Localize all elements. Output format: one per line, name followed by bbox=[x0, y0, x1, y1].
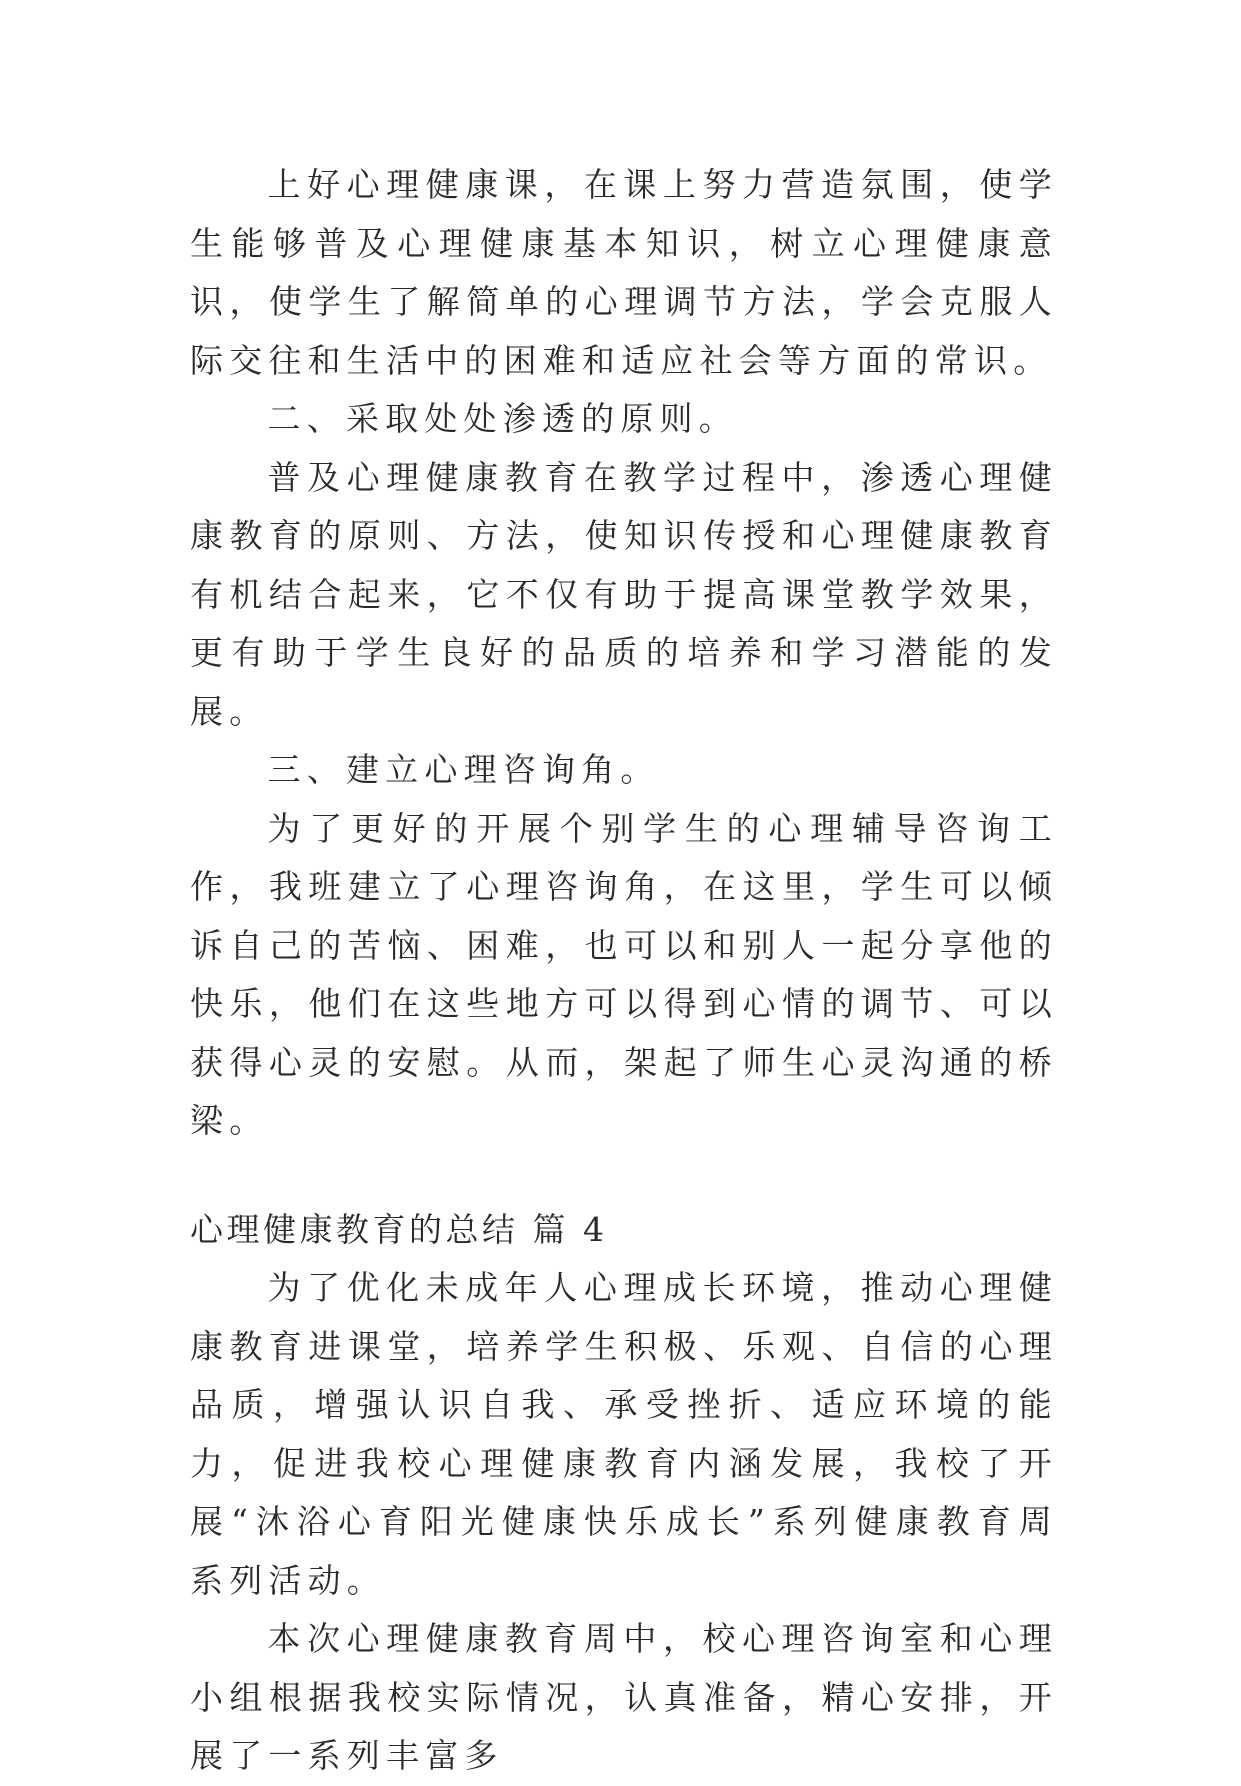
section-item-three: 三、建立心理咨询角。 bbox=[267, 750, 660, 789]
paragraph-activity-week: 为了优化未成年人心理成长环境，推动心理健康教育进课堂，培养学生积极、乐观、自信的心理品质，增强认识自我、承受挫折、适应环境的能力，促进我校心理健康教育内涵发展，我校了开展“沐浴心育阳光健康快乐成长”系列健康教育周系列活动。 bbox=[190, 1268, 1058, 1600]
paragraph-education-week: 本次心理健康教育周中，校心理咨询室和心理小组根据我校实际情况，认真准备，精心安排，开展了一系列丰富多 bbox=[190, 1619, 1058, 1775]
section-item-two: 二、采取处处渗透的原则。 bbox=[267, 399, 738, 438]
paragraph-counseling-corner: 为了更好的开展个别学生的心理辅导咨询工作，我班建立了心理咨询角，在这里，学生可以倾诉自己的苦恼、困难，也可以和别人一起分享他的快乐，他们在这些地方可以得到心情的调节、可以获得心灵的安慰。从而，架起了师生心灵沟通的桥梁。 bbox=[190, 808, 1058, 1140]
section-heading: 心理健康教育的总结 篇 4 bbox=[190, 1209, 608, 1249]
document-body bbox=[190, 156, 1058, 1786]
paragraph-course: 上好心理健康课，在课上努力营造氛围，使学生能够普及心理健康基本知识，树立心理健康意识，使学生了解简单的心理调节方法，学会克服人际交往和生活中的困难和适应社会等方面的常识。 bbox=[190, 165, 1058, 380]
paragraph-permeation: 普及心理健康教育在教学过程中，渗透心理健康教育的原则、方法，使知识传授和心理健康教育有机结合起来，它不仅有助于提高课堂教学效果，更有助于学生良好的品质的培养和学习潜能的发展。 bbox=[190, 457, 1058, 731]
